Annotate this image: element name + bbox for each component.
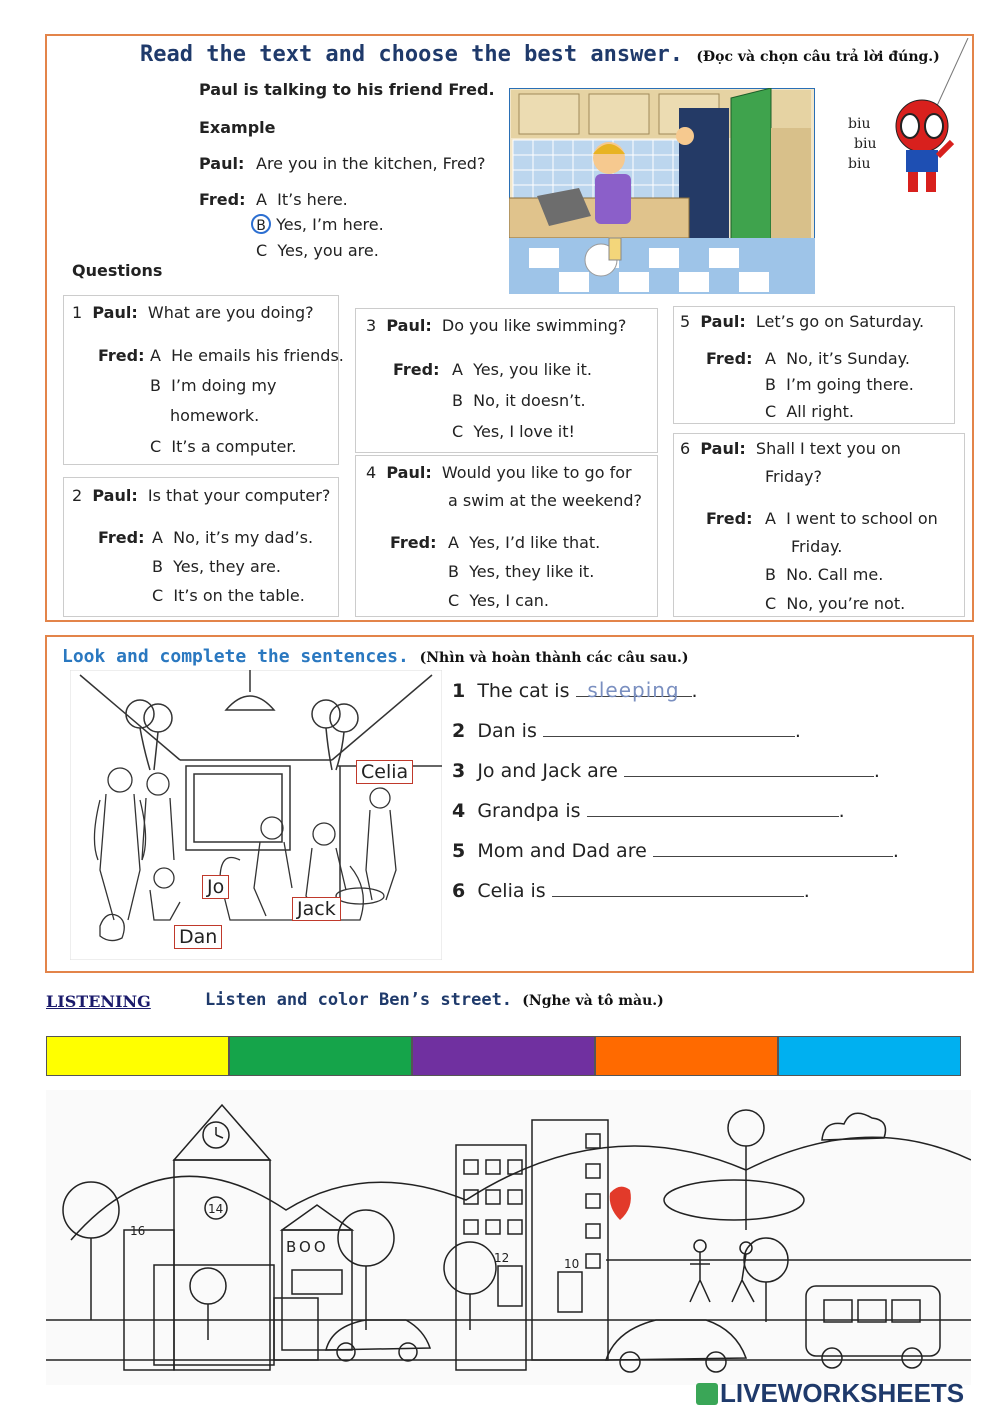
q6-option-b: B No. Call me. (765, 565, 884, 584)
color-swatch-green[interactable] (229, 1036, 412, 1076)
q6-option-a-cont: Friday. (791, 537, 843, 556)
sentence-5: 5 Mom and Dad are . (452, 840, 899, 862)
q2-option-b: B Yes, they are. (152, 557, 281, 576)
q6-fred: Fred: (706, 509, 753, 528)
party-illustration (70, 670, 442, 960)
street-illustration[interactable] (46, 1090, 971, 1385)
label-dan: Dan (174, 925, 222, 949)
example-speaker-paul: Paul: (199, 154, 245, 173)
label-jack: Jack (292, 897, 341, 921)
example-label: Example (199, 118, 276, 137)
question-4: 4 Paul: Would you like to go for (366, 463, 632, 482)
question-6-cont: Friday? (765, 467, 822, 486)
footer-brand: LIVEWORKSHEETS (696, 1378, 964, 1409)
shop-sign: BOO (286, 1238, 329, 1256)
listening-instruction: Listen and color Ben’s street. (Nghe và tô màu.) (205, 990, 664, 1010)
q1-option-b-cont: homework. (170, 406, 260, 425)
q3-option-b: B No, it doesn’t. (452, 391, 586, 410)
building-number-16: 16 (130, 1224, 146, 1238)
color-swatch-yellow[interactable] (46, 1036, 229, 1076)
sentence-4: 4 Grandpa is . (452, 800, 845, 822)
q5-option-c: C All right. (765, 402, 854, 421)
q2-fred: Fred: (98, 528, 145, 547)
q1-option-a: A He emails his friends. (150, 346, 344, 365)
q6-option-a: A I went to school on (765, 509, 938, 528)
color-swatch-blue[interactable] (778, 1036, 961, 1076)
example-option-b: B Yes, I’m here. (251, 214, 384, 234)
question-4-cont: a swim at the weekend? (448, 491, 643, 510)
question-1: 1 Paul: What are you doing? (72, 303, 314, 322)
q4-fred: Fred: (390, 533, 437, 552)
q3-option-c: C Yes, I love it! (452, 422, 575, 441)
q4-option-a: A Yes, I’d like that. (448, 533, 601, 552)
question-5: 5 Paul: Let’s go on Saturday. (680, 312, 925, 331)
label-celia: Celia (356, 760, 413, 784)
reading-title: Read the text and choose the best answer. (Đọc và chọn câu trả lời đúng.) (140, 42, 940, 67)
color-swatch-orange[interactable] (595, 1036, 778, 1076)
q1-option-b: B I’m doing my (150, 376, 277, 395)
q1-option-c: C It’s a computer. (150, 437, 297, 456)
example-option-c: C Yes, you are. (256, 241, 379, 260)
answer-field-2[interactable] (543, 718, 795, 737)
sentence-6: 6 Celia is . (452, 880, 810, 902)
reading-intro: Paul is talking to his friend Fred. (199, 80, 495, 99)
example-speaker-fred: Fred: (199, 190, 246, 209)
sentence-2: 2 Dan is . (452, 720, 801, 742)
answer-field-3[interactable] (624, 758, 874, 777)
question-3: 3 Paul: Do you like swimming? (366, 316, 627, 335)
brand-logo-icon (696, 1383, 718, 1405)
color-swatch-purple[interactable] (412, 1036, 595, 1076)
q5-fred: Fred: (706, 349, 753, 368)
q5-option-a: A No, it’s Sunday. (765, 349, 910, 368)
listening-heading: LISTENING (46, 992, 151, 1011)
questions-label: Questions (72, 261, 163, 280)
example-option-a: A It’s here. (256, 190, 348, 209)
q3-option-a: A Yes, you like it. (452, 360, 592, 379)
sticker-text: biu biu biu (848, 116, 877, 172)
q1-fred: Fred: (98, 346, 145, 365)
building-number-14: 14 (208, 1202, 224, 1216)
question-6: 6 Paul: Shall I text you on (680, 439, 901, 458)
building-number-12: 12 (494, 1251, 510, 1265)
answer-circle: B (251, 214, 271, 234)
sentence-3: 3 Jo and Jack are . (452, 760, 880, 782)
q4-option-b: B Yes, they like it. (448, 562, 595, 581)
sentence-1: 1 The cat is sleeping . (452, 678, 698, 702)
complete-title: Look and complete the sentences. (Nhìn và hoàn thành các câu sau.) (62, 646, 689, 667)
q3-fred: Fred: (393, 360, 440, 379)
answer-field-4[interactable] (587, 798, 839, 817)
q2-option-c: C It’s on the table. (152, 586, 305, 605)
answer-field-5[interactable] (653, 838, 893, 857)
question-2: 2 Paul: Is that your computer? (72, 486, 331, 505)
kitchen-illustration (509, 88, 815, 294)
label-jo: Jo (202, 875, 229, 899)
q6-option-c: C No, you’re not. (765, 594, 906, 613)
q2-option-a: A No, it’s my dad’s. (152, 528, 314, 547)
answer-field-6[interactable] (552, 878, 804, 897)
building-number-10: 10 (564, 1257, 580, 1271)
example-question: Are you in the kitchen, Fred? (256, 154, 486, 173)
spiderman-sticker (880, 38, 970, 198)
answer-field-1[interactable]: sleeping (576, 678, 692, 697)
q5-option-b: B I’m going there. (765, 375, 914, 394)
q4-option-c: C Yes, I can. (448, 591, 549, 610)
